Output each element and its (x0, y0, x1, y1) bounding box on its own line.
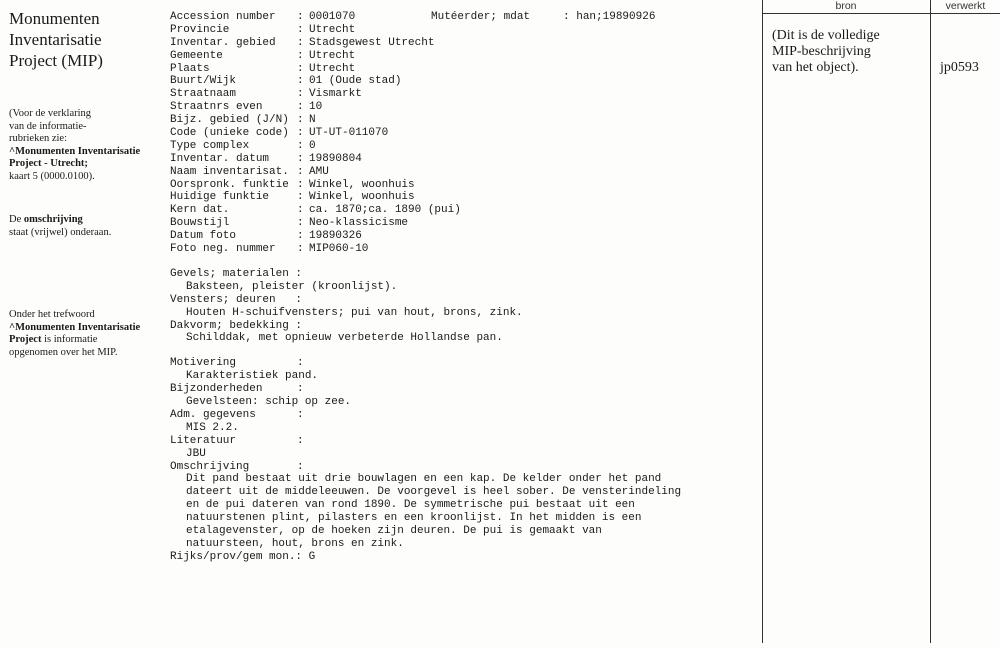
field-value: UT-UT-011070 (309, 127, 389, 140)
field-sep: : (297, 243, 311, 256)
field-sep: : (297, 114, 311, 127)
note-keyword (9, 309, 161, 359)
field-extra: Mutéerder; mdat : han;19890926 (431, 11, 656, 23)
field-row (170, 204, 755, 217)
field-sep: : (297, 165, 311, 178)
note3-tail: is informatie (41, 334, 98, 345)
section-label: Literatuur (170, 434, 237, 447)
field-row (170, 88, 755, 101)
field-value: Utrecht (309, 23, 356, 36)
table-header-rule (762, 13, 1000, 14)
field-label: Bijz. gebied (J/N) (170, 114, 289, 127)
title-line-3: Project (MIP) (9, 51, 103, 70)
record-fields (170, 11, 755, 256)
field-label: Kern dat. (170, 204, 230, 217)
title-line-2: Inventarisatie (9, 30, 102, 49)
field-value: Vismarkt (309, 88, 362, 101)
note2-bold: omschrijving (23, 214, 83, 225)
section-text-line: MIS 2.2. (186, 421, 239, 434)
section-label: Bijzonderheden (170, 383, 263, 396)
header-bron: bron (835, 0, 857, 12)
field-value: Stadsgewest Utrecht (309, 36, 435, 49)
field-value: ca. 1870;ca. 1890 (pui) (309, 204, 461, 217)
field-value: 0001070 (309, 11, 356, 23)
field-row (170, 37, 755, 50)
material-heading: Vensters; deuren : (170, 293, 303, 306)
field-label: Plaats (170, 62, 210, 75)
section-heading (170, 461, 755, 474)
field-row (170, 75, 755, 88)
field-label: Naam inventarisat. (170, 165, 289, 178)
field-row (170, 11, 755, 24)
footer-sep: : (295, 550, 309, 563)
field-label: Type complex (170, 139, 250, 152)
section-text-line: Dit pand bestaat uit drie bouwlagen en een kap. De kelder onder het pand (186, 473, 662, 486)
field-value: Winkel, woonhuis (309, 191, 415, 204)
field-row (170, 230, 755, 243)
section-heading (170, 435, 755, 448)
field-value: Utrecht (309, 62, 356, 75)
record-materials (170, 268, 755, 345)
field-row (170, 140, 755, 153)
field-row (170, 243, 755, 256)
field-row (170, 114, 755, 127)
section-sep: : (297, 460, 304, 473)
note2-pre: De (9, 214, 24, 225)
field-row (170, 179, 755, 192)
note-description-location (9, 214, 161, 239)
field-label: Gemeente (170, 49, 223, 62)
table-border-left (762, 0, 763, 643)
section-sep: : (297, 383, 304, 396)
field-label: Buurt/Wijk (170, 75, 237, 88)
note1-line: (Voor de verklaring (9, 108, 92, 119)
note3-last: opgenomen over het MIP. (9, 346, 118, 358)
record-footer (170, 551, 755, 564)
field-sep: : (297, 139, 311, 152)
field-sep: : (297, 127, 311, 140)
field-value: N (309, 114, 316, 127)
field-sep: : (297, 23, 311, 36)
field-value: 19890326 (309, 230, 362, 243)
field-value: 01 (Oude stad) (309, 75, 402, 88)
field-label: Accession number (170, 11, 276, 23)
bron-line: MIP-beschrijving (772, 44, 871, 59)
material-heading: Dakvorm; bedekking : (170, 319, 303, 332)
field-sep: : (297, 178, 311, 191)
processing-table (762, 0, 1000, 643)
record-sections (170, 357, 755, 551)
field-label: Straatnaam (170, 88, 237, 101)
field-label: Huidige funktie (170, 191, 270, 204)
section-text-line: etalagevenster, op de hoeken zijn deuren. De pui is gemaakt van (186, 525, 602, 538)
note1-line: van de informatie- (9, 120, 87, 132)
note1-reference-link-2[interactable]: Project - Utrecht; (9, 158, 88, 169)
material-text: Baksteen, pleister (kroonlijst). (186, 280, 398, 293)
field-label: Oorspronk. funktie (170, 178, 289, 191)
section-heading (170, 409, 755, 422)
bron-line: (Dit is de volledige (772, 28, 880, 43)
field-value: 0 (309, 139, 316, 152)
field-row (170, 153, 755, 166)
section-text-line: Gevelsteen: schip op zee. (186, 396, 352, 408)
section-sep: : (297, 357, 304, 370)
section-text-line: natuurstenen plint, pilasters en een kroonlijst. In het midden is een (186, 512, 642, 525)
field-sep: : (297, 204, 311, 217)
mip-record (170, 11, 755, 564)
field-row (170, 101, 755, 114)
section-text-line: JBU (186, 447, 206, 460)
material-text: Houten H-schuifvensters; pui van hout, brons, zink. (186, 306, 523, 319)
section-label: Adm. gegevens (170, 408, 256, 421)
note-explanation (9, 108, 161, 183)
document-title (9, 8, 161, 71)
field-sep: : (297, 217, 311, 230)
section-text-line: dateert uit de middeleeuwen. De voorgevel is heel sober. De vensterindeling (186, 486, 682, 499)
field-row (170, 63, 755, 76)
field-value: Winkel, woonhuis (309, 178, 415, 191)
field-row (170, 217, 755, 230)
verwerkt-cell: jp0593 (940, 60, 979, 75)
table-border-middle (930, 0, 931, 643)
field-label: Inventar. datum (170, 152, 270, 165)
section-label: Omschrijving (170, 460, 250, 473)
section-text-line: en de pui dateren van rond 1890. De symmetrische pui bestaat uit een (186, 499, 635, 512)
title-line-1: Monumenten (9, 9, 100, 28)
field-sep: : (297, 62, 311, 75)
field-sep: : (297, 75, 311, 88)
section-text-line: natuursteen, hout, brons en zink. (186, 537, 404, 550)
field-sep: : (297, 152, 311, 165)
field-label: Bouwstijl (170, 217, 230, 230)
field-label: Straatnrs even (170, 101, 263, 114)
note3-keyword-link[interactable]: ^Monumenten Inventarisatie (9, 321, 141, 333)
section-label: Motivering (170, 357, 237, 370)
field-row (170, 166, 755, 179)
section-heading (170, 383, 755, 396)
bron-cell (772, 28, 880, 76)
field-value: 19890804 (309, 152, 362, 165)
note1-reference-link[interactable]: ^Monumenten Inventarisatie (9, 145, 141, 157)
field-row (170, 50, 755, 63)
footer-label: Rijks/prov/gem mon. (170, 550, 296, 563)
field-row (170, 191, 755, 204)
section-heading (170, 357, 755, 370)
bron-line: van het object). (772, 60, 859, 75)
field-sep: : (297, 11, 311, 23)
header-verwerkt: verwerkt (945, 0, 986, 12)
field-label: Inventar. gebied (170, 36, 276, 49)
field-label: Code (unieke code) (170, 127, 289, 140)
left-margin (9, 8, 161, 358)
field-value: AMU (309, 165, 329, 178)
field-label: Provincie (170, 23, 230, 36)
note1-card-ref: kaart 5 (0000.0100). (9, 170, 95, 182)
section-sep: : (297, 408, 304, 421)
field-sep: : (297, 88, 311, 101)
field-label: Foto neg. nummer (170, 243, 276, 256)
field-value: MIP060-10 (309, 243, 369, 256)
section-text-line: Karakteristiek pand. (186, 370, 319, 383)
note2-post: staat (vrijwel) onderaan. (9, 226, 112, 238)
footer-value: G (308, 550, 316, 563)
note1-line: rubrieken zie: (9, 133, 68, 144)
field-sep: : (297, 230, 311, 243)
field-value: 10 (309, 101, 323, 114)
field-sep: : (297, 49, 311, 62)
note3-line1: Onder het trefwoord (9, 309, 95, 320)
field-sep: : (297, 191, 311, 204)
field-label: Datum foto (170, 230, 237, 243)
field-sep: : (297, 101, 311, 114)
field-row (170, 24, 755, 37)
field-value: Utrecht (309, 49, 356, 62)
field-sep: : (297, 36, 311, 49)
section-sep: : (297, 434, 304, 447)
note3-keyword-link-2[interactable]: Project (9, 334, 42, 345)
field-value: Neo-klassicisme (309, 217, 409, 230)
material-heading: Gevels; materialen : (170, 267, 303, 280)
field-row (170, 127, 755, 140)
material-text: Schilddak, met opnieuw verbeterde Hollandse pan. (186, 332, 503, 345)
